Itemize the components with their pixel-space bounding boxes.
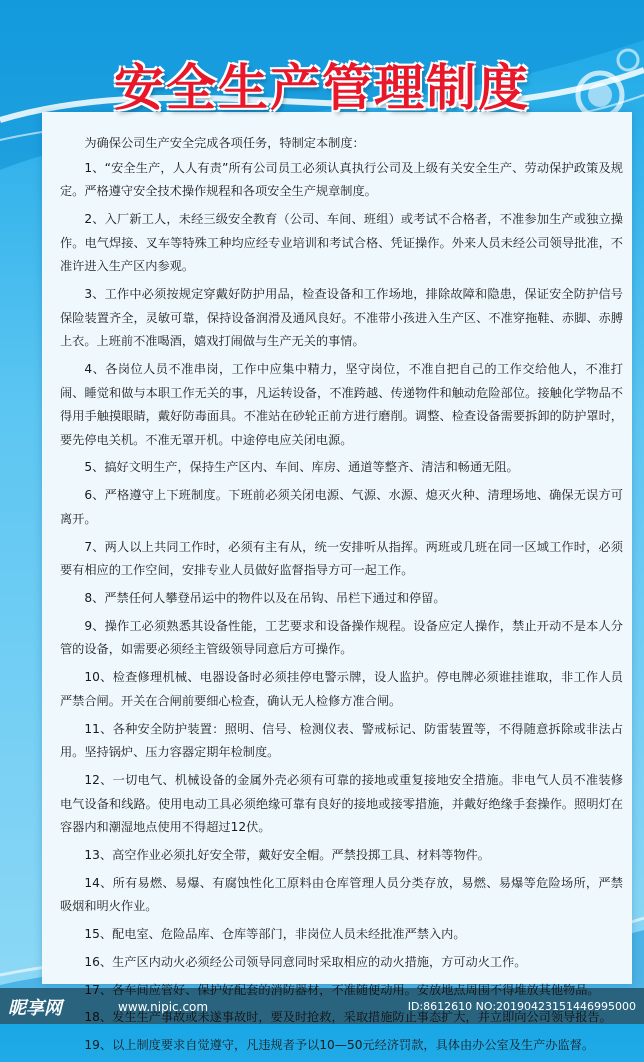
rule-item: 18、发生生产事故或未遂事故时，要及时抢救，采取措施防止事态扩大，并立即向公司领导报告。 — [84, 1010, 612, 1025]
rule-item: 10、检查修理机械、电器设备时必须挂停电警示牌，设人监护。停电牌必须谁挂谁取，非工作人员严禁合闸。开关在合闸前要细心检查，确认无人检修方准合闸。 — [60, 670, 623, 708]
rule-item: 4、各岗位人员不准串岗，工作中应集中精力，坚守岗位，不准自把自己的工作交给他人，不准打闹、睡觉和做与本职工作无关的事，凡运转设备，不准跨越、传递物件和触动危险部位。接触化学物品不得用手触摸眼睛，戴好防毒面具。不准站在砂轮正前方进行磨削。调整、检查设备需要拆卸的防护罩时，要先停电关机。不准无罩开机。中途停电应关闭电源。 — [60, 361, 623, 447]
watermark-logo: 昵享网 — [8, 998, 62, 1019]
rule-item: 14、所有易燃、易爆、有腐蚀性化工原料由仓库管理人员分类存放，易燃、易爆等危险场所，严禁吸烟和明火作业。 — [60, 875, 623, 914]
rule-item: 11、各种安全防护装置：照明、信号、检测仪表、警戒标记、防雷装置等，不得随意拆除或非法占用。坚持锅炉、压力容器定期年检制度。 — [60, 721, 623, 760]
rules-content — [60, 132, 623, 1062]
rule-item: 13、高空作业必须扎好安全带，戴好安全帽。严禁投掷工具、材料等物件。 — [84, 847, 490, 862]
rule-item: 8、严禁任何人攀登吊运中的物件以及在吊钩、吊栏下通过和停留。 — [84, 591, 446, 605]
rule-item: 6、严格遵守上下班制度。下班前必须关闭电源、气源、水源、熄灭火种、清理场地、确保无误方可离开。 — [60, 488, 623, 526]
rule-item: 12、一切电气、机械设备的金属外壳必须有可靠的接地或重复接地安全措施。非电气人员不准装修电气设备和线路。使用电动工具必须绝缘可靠有良好的接地或接零措施，并戴好绝缘手套操作。照明灯在容器内和潮湿地点使用不得超过12伏。 — [60, 772, 623, 835]
watermark-id: ID:8612610 NO:20190423151446995000 — [407, 1000, 636, 1013]
rule-item: 3、工作中必须按规定穿戴好防护用品，检查设备和工作场地，排除故障和隐患，保证安全防护信号保险装置齐全，灵敏可靠，保持设备润滑及通风良好。不准带小孩进入生产区、不准穿拖鞋、赤脚、赤膊上衣。上班前不准喝酒，嬉戏打闹做与生产无关的事情。 — [60, 286, 623, 349]
intro-text: 为确保公司生产安全完成各项任务，特制定本制度： — [84, 136, 365, 150]
rule-item: 16、生产区内动火必须经公司领导同意同时采取相应的动火措施，方可动火工作。 — [84, 954, 527, 969]
page-title: 安全生产管理制度 — [114, 59, 530, 117]
rule-item: 17、各车间应管好、保护好配套的消防器材，不准随便动用。安放地点周围不得堆放其他物品。 — [84, 982, 600, 997]
rule-item: 1、“安全生产，人人有责”所有公司员工必须认真执行公司及上级有关安全生产、劳动保护政策及规定。严格遵守安全技术操作规程和各项安全生产规章制度。 — [60, 160, 623, 199]
rule-item: 15、配电室、危险品库、仓库等部门，非岗位人员未经批准严禁入内。 — [84, 927, 466, 942]
rule-item: 7、两人以上共同工作时，必须有主有从，统一安排听从指挥。两班或几班在同一区域工作时，必须要有相应的工作空间，安排专业人员做好监督指导方可一起工作。 — [60, 539, 623, 578]
watermark-site: www.nipic.com — [118, 1000, 209, 1014]
rule-item: 19、以上制度要求自觉遵守，凡违规者予以10—50元经济罚款，具体由办公室及生产办监督。 — [84, 1038, 595, 1053]
rule-item: 5、搞好文明生产，保持生产区内、车间、库房、通道等整齐、清洁和畅通无阻。 — [84, 460, 519, 475]
rule-item: 9、操作工必须熟悉其设备性能，工艺要求和设备操作规程。设备应定人操作，禁止开动不是本人分管的设备，如需要必须经主管级领导同意后方可操作。 — [60, 618, 623, 657]
rule-item: 2、入厂新工人，未经三级安全教育（公司、车间、班组）或考试不合格者，不准参加生产或独立操作。电气焊接、叉车等特殊工种均应经专业培训和考试合格、凭证操作。外来人员未经公司领导批准，不准许进入生产区内参观。 — [60, 211, 623, 274]
